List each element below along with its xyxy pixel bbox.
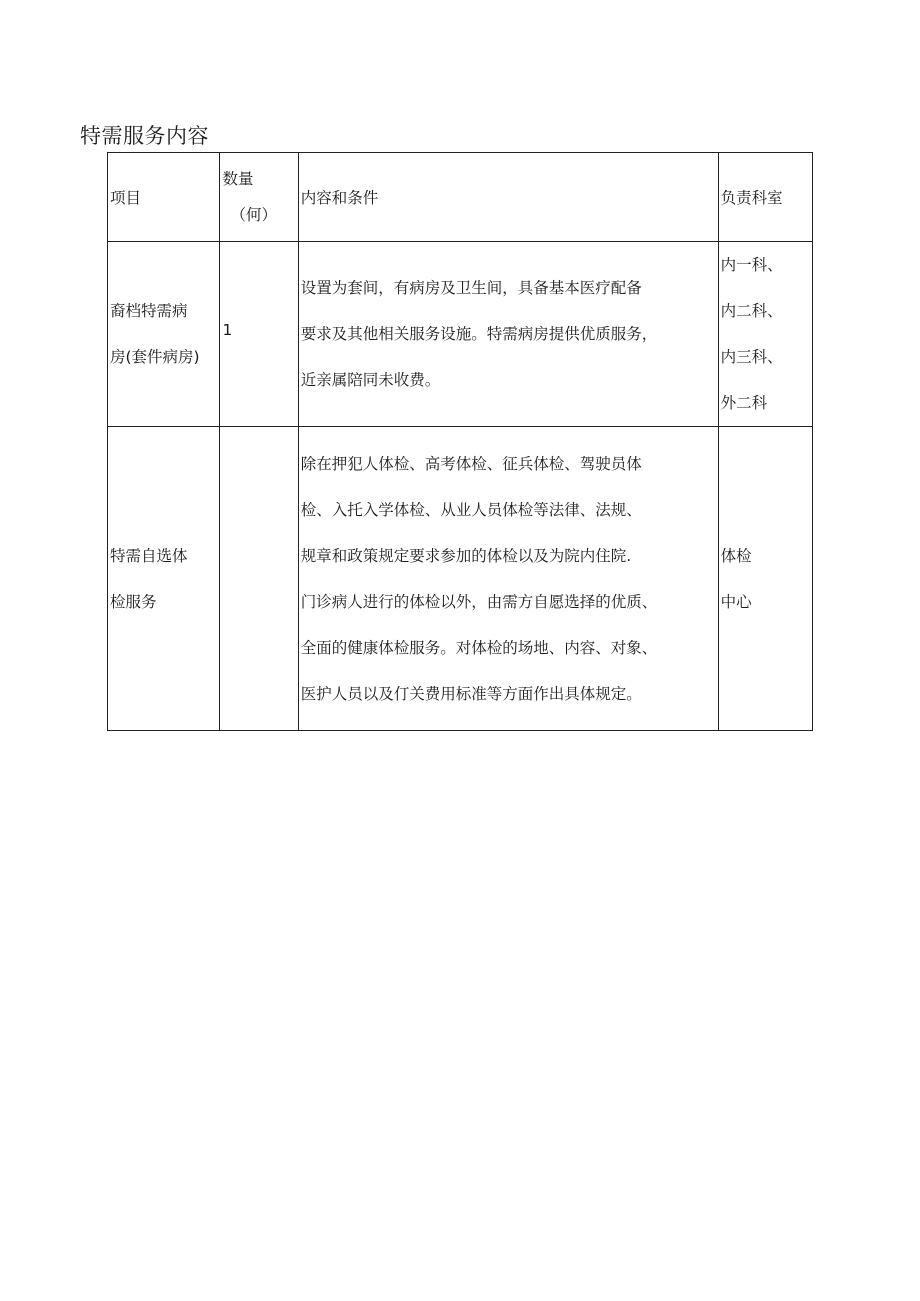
- cell-department: [718, 242, 812, 427]
- cell-content-line: 医护人员以及仃关费用标准等方面作出具体规定。: [300, 684, 642, 703]
- cell-item-line: 检服务: [110, 592, 157, 611]
- cell-content-line: 门诊病人进行的体检以外，由需方自愿选择的优质、: [300, 592, 658, 611]
- cell-item-line: 裔档特需病: [110, 302, 188, 320]
- cell-item: [108, 427, 220, 731]
- header-quantity-label: 数量: [222, 170, 254, 188]
- header-quantity: [220, 153, 298, 242]
- service-table: [107, 152, 813, 731]
- header-quantity-unit: （何）: [230, 206, 277, 224]
- cell-department-line: 外二科: [720, 394, 768, 412]
- cell-department-line: 中心: [720, 592, 752, 611]
- page-title: 特需服务内容: [80, 124, 209, 148]
- header-department: 负责科室: [718, 153, 812, 242]
- cell-content-line: 全面的健康体检服务。对体检的场地、内容、对象、: [300, 638, 658, 657]
- cell-item-line: 特需自选体: [110, 546, 188, 565]
- cell-content-line: 检、入托入学体检、从业人员体检等法律、法规、: [300, 500, 642, 519]
- table-row: [108, 427, 813, 731]
- table-header-row: [108, 153, 813, 242]
- cell-content-line: 近亲属陪同未收费。: [300, 371, 441, 389]
- cell-department-line: 内一科、: [720, 256, 783, 274]
- cell-quantity: [220, 427, 298, 731]
- cell-department-line: 体检: [720, 546, 752, 565]
- cell-department: [718, 427, 812, 731]
- header-item: 项目: [108, 153, 220, 242]
- table-row: [108, 242, 813, 427]
- cell-content-line: 要求及其他相关服务设施。特需病房提供优质服务，: [300, 325, 658, 343]
- cell-department-line: 内三科、: [720, 348, 783, 366]
- cell-quantity: 1: [220, 242, 298, 427]
- cell-content: [298, 427, 718, 731]
- cell-content-line: 规章和政策规定要求参加的体检以及为院内住院.: [300, 546, 632, 565]
- cell-department-line: 内二科、: [720, 302, 783, 320]
- cell-content-line: 除在押犯人体检、高考体检、征兵体检、驾驶员体: [300, 454, 642, 473]
- header-content: 内容和条件: [298, 153, 718, 242]
- cell-content-line: 设置为套间，有病房及卫生间，具备基本医疗配备: [300, 279, 642, 297]
- cell-item-line: 房(套件病房): [110, 348, 200, 366]
- cell-content: [298, 242, 718, 427]
- cell-item: [108, 242, 220, 427]
